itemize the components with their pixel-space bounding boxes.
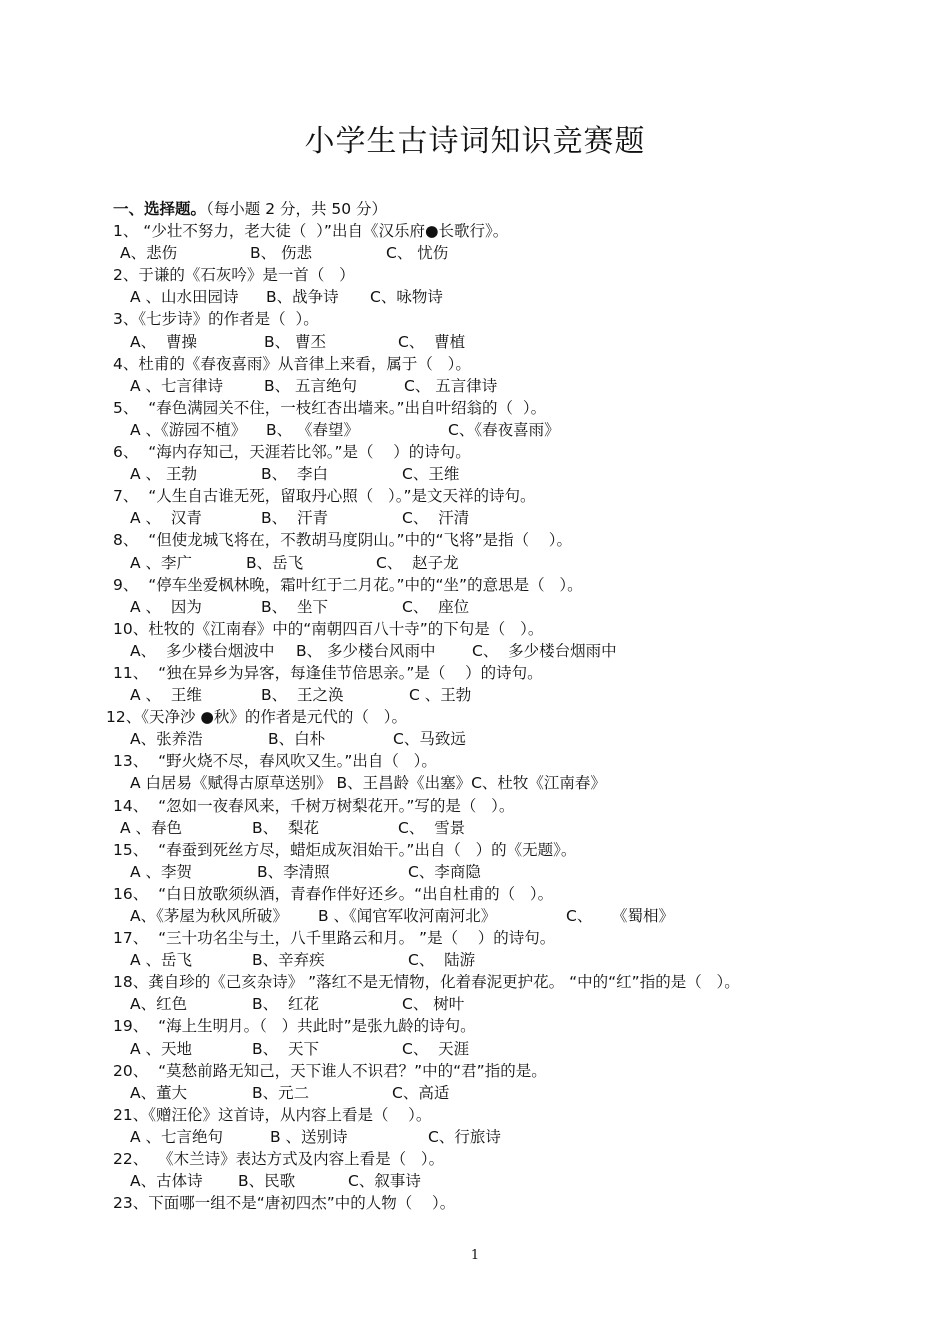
question-20: 20、 “莫愁前路无知己，天下谁人不识君？”中的“君”指的是。 bbox=[113, 1061, 547, 1080]
question-21: 21、《赠汪伦》这首诗，从内容上看是（ ）。 bbox=[113, 1105, 432, 1124]
question-4: 4、杜甫的《春夜喜雨》从音律上来看，属于（ ）。 bbox=[113, 354, 471, 373]
option: A、古体诗 bbox=[130, 1172, 203, 1191]
question-17: 17、 “三十功名尘与土，八千里路云和月。 ”是（ ）的诗句。 bbox=[113, 929, 556, 948]
option: A 、岳飞 bbox=[130, 951, 193, 970]
options-4 bbox=[0, 375, 950, 397]
option: A 、 王维 bbox=[130, 686, 202, 705]
option: A 、天地 bbox=[130, 1039, 193, 1058]
page-title: 小学生古诗词知识竞赛题 bbox=[304, 124, 646, 159]
option: A 、七言律诗 bbox=[130, 376, 224, 395]
question-16: 16、 “白日放歌须纵酒，青春作伴好还乡。“出自杜甫的（ ）。 bbox=[113, 884, 554, 903]
option: B 、送别诗 bbox=[270, 1127, 348, 1146]
option: A 、李贺 bbox=[130, 862, 193, 881]
option: A 、山水田园诗 bbox=[130, 288, 239, 307]
option: C、高适 bbox=[392, 1083, 450, 1102]
option: C、 树叶 bbox=[402, 995, 465, 1014]
option: B、 天下 bbox=[252, 1039, 319, 1058]
question-19: 19、 “海上生明月。（ ）共此时”是张九龄的诗句。 bbox=[113, 1017, 476, 1036]
section-heading-label: 一、选择题。 bbox=[113, 200, 207, 218]
option: B、民歌 bbox=[238, 1172, 296, 1191]
section-heading bbox=[0, 198, 950, 220]
question-14: 14、 “忽如一夜春风来，千树万树梨花开。”写的是（ ）。 bbox=[113, 796, 515, 815]
options-5 bbox=[0, 419, 950, 441]
option: B、岳飞 bbox=[246, 553, 304, 572]
option: C、 赵子龙 bbox=[376, 553, 459, 572]
option: B、 红花 bbox=[252, 995, 319, 1014]
options-19 bbox=[0, 1038, 950, 1060]
option: A、 多少楼台烟波中 bbox=[130, 641, 275, 660]
option: B、 李白 bbox=[261, 465, 328, 484]
option: C、咏物诗 bbox=[370, 288, 443, 307]
options-1 bbox=[0, 242, 950, 264]
options-18 bbox=[0, 993, 950, 1015]
option: C、叙事诗 bbox=[348, 1172, 421, 1191]
options-21 bbox=[0, 1126, 950, 1148]
option: C、 天涯 bbox=[402, 1039, 470, 1058]
question-22: 22、 《木兰诗》表达方式及内容上看是（ ）。 bbox=[113, 1150, 445, 1169]
question-1: 1、 “少壮不努力，老大徒（ ）”出自《汉乐府●长歌行》。 bbox=[113, 222, 509, 241]
option: C、《春夜喜雨》 bbox=[448, 420, 560, 439]
option: A、董大 bbox=[130, 1083, 188, 1102]
option: B 、《闻官军收河南河北》 bbox=[318, 907, 497, 925]
page-number: 1 bbox=[470, 1248, 480, 1263]
options-7 bbox=[0, 507, 950, 529]
options-8 bbox=[0, 552, 950, 574]
option: A 、 汉青 bbox=[130, 509, 202, 528]
question-12: 12、《天净沙 ●秋》的作者是元代的（ ）。 bbox=[106, 708, 407, 727]
option: C、 多少楼台烟雨中 bbox=[472, 641, 617, 660]
options-13 bbox=[0, 772, 950, 794]
question-list bbox=[0, 198, 950, 1214]
option: B、李清照 bbox=[257, 862, 330, 881]
question-3: 3、《七步诗》的作者是（ ）。 bbox=[113, 310, 319, 329]
option: C、 《蜀相》 bbox=[566, 907, 675, 925]
option: C、王维 bbox=[402, 465, 460, 484]
option: B、 多少楼台风雨中 bbox=[296, 641, 436, 660]
option: C 、王勃 bbox=[409, 686, 472, 705]
option: B、 伤悲 bbox=[250, 244, 313, 263]
question-18: 18、龚自珍的《己亥杂诗》 ”落红不是无情物，化着春泥更护花。 “中的“红”指的是（ ）。 bbox=[113, 973, 740, 992]
option: A、悲伤 bbox=[120, 244, 178, 263]
option: B、 坐下 bbox=[261, 597, 328, 616]
option: B、 梨花 bbox=[252, 818, 319, 837]
option: C、 陆游 bbox=[408, 951, 476, 970]
question-13: 13、 “野火烧不尽，春风吹又生。”出自（ ）。 bbox=[113, 752, 437, 771]
question-5: 5、 “春色满园关不住，一枝红杏出墙来。”出自叶绍翁的（ ）。 bbox=[113, 398, 547, 417]
question-11: 11、 “独在异乡为异客，每逢佳节倍思亲。”是（ ）的诗句。 bbox=[113, 663, 543, 682]
option: C、李商隐 bbox=[408, 862, 481, 881]
question-15: 15、 “春蚕到死丝方尽，蜡炬成灰泪始干。”出自（ ）的《无题》。 bbox=[113, 840, 577, 859]
question-9: 9、 “停车坐爱枫林晚，霜叶红于二月花。”中的“坐”的意思是（ ）。 bbox=[113, 575, 583, 594]
options-10 bbox=[0, 640, 950, 662]
options-2 bbox=[0, 286, 950, 308]
option: B、 汗青 bbox=[261, 509, 328, 528]
option: A、张养浩 bbox=[130, 730, 203, 749]
option: C、 忧伤 bbox=[386, 244, 449, 263]
option: C、 汗清 bbox=[402, 509, 470, 528]
options-20 bbox=[0, 1082, 950, 1104]
option: A、红色 bbox=[130, 995, 188, 1014]
options-22 bbox=[0, 1170, 950, 1192]
option: B、辛弃疾 bbox=[252, 951, 325, 970]
question-7: 7、 “人生自古谁无死，留取丹心照（ ）。”是文天祥的诗句。 bbox=[113, 487, 536, 506]
option: C、 雪景 bbox=[398, 818, 466, 837]
option: B、白朴 bbox=[268, 730, 326, 749]
option: B、 五言绝句 bbox=[264, 376, 358, 395]
option: B、 王之涣 bbox=[261, 686, 344, 705]
question-2: 2、于谦的《石灰吟》是一首（ ） bbox=[113, 266, 355, 285]
options-3 bbox=[0, 331, 950, 353]
option: A 、《游园不植》 bbox=[130, 420, 247, 439]
option: A 、 因为 bbox=[130, 597, 202, 616]
options-12 bbox=[0, 728, 950, 750]
option: C、 曹植 bbox=[398, 332, 466, 351]
option: C、马致远 bbox=[393, 730, 466, 749]
question-6: 6、 “海内存知己，天涯若比邻。”是（ ）的诗句。 bbox=[113, 443, 471, 462]
option: A 、李广 bbox=[130, 553, 193, 572]
option: B、元二 bbox=[252, 1083, 310, 1102]
options-9 bbox=[0, 596, 950, 618]
section-note: （每小题 2 分，共 50 分） bbox=[206, 200, 388, 218]
option: A 、春色 bbox=[120, 818, 183, 837]
option: A 、 王勃 bbox=[130, 465, 197, 484]
options-16 bbox=[0, 905, 950, 927]
options-14 bbox=[0, 817, 950, 839]
option: A 白居易《赋得古原草送别》 B、王昌龄《出塞》C、杜牧《江南春》 bbox=[130, 774, 606, 793]
option: B、 曹丕 bbox=[264, 332, 327, 351]
option: A、《茅屋为秋风所破》 bbox=[130, 907, 288, 925]
option: C、行旅诗 bbox=[428, 1127, 501, 1146]
option: C、 五言律诗 bbox=[404, 376, 498, 395]
options-6 bbox=[0, 463, 950, 485]
option: A 、七言绝句 bbox=[130, 1127, 224, 1146]
options-11 bbox=[0, 684, 950, 706]
question-8: 8、 “但使龙城飞将在，不教胡马度阴山。”中的“飞将”是指（ ）。 bbox=[113, 531, 573, 550]
options-17 bbox=[0, 949, 950, 971]
option: A、 曹操 bbox=[130, 332, 197, 351]
option: B、 《春望》 bbox=[266, 420, 360, 439]
question-23: 23、下面哪一组不是“唐初四杰”中的人物（ ）。 bbox=[113, 1194, 456, 1213]
option: C、 座位 bbox=[402, 597, 470, 616]
options-15 bbox=[0, 861, 950, 883]
option: B、战争诗 bbox=[266, 288, 339, 307]
question-10: 10、杜牧的《江南春》中的“南朝四百八十寺”的下句是（ ）。 bbox=[113, 619, 544, 638]
